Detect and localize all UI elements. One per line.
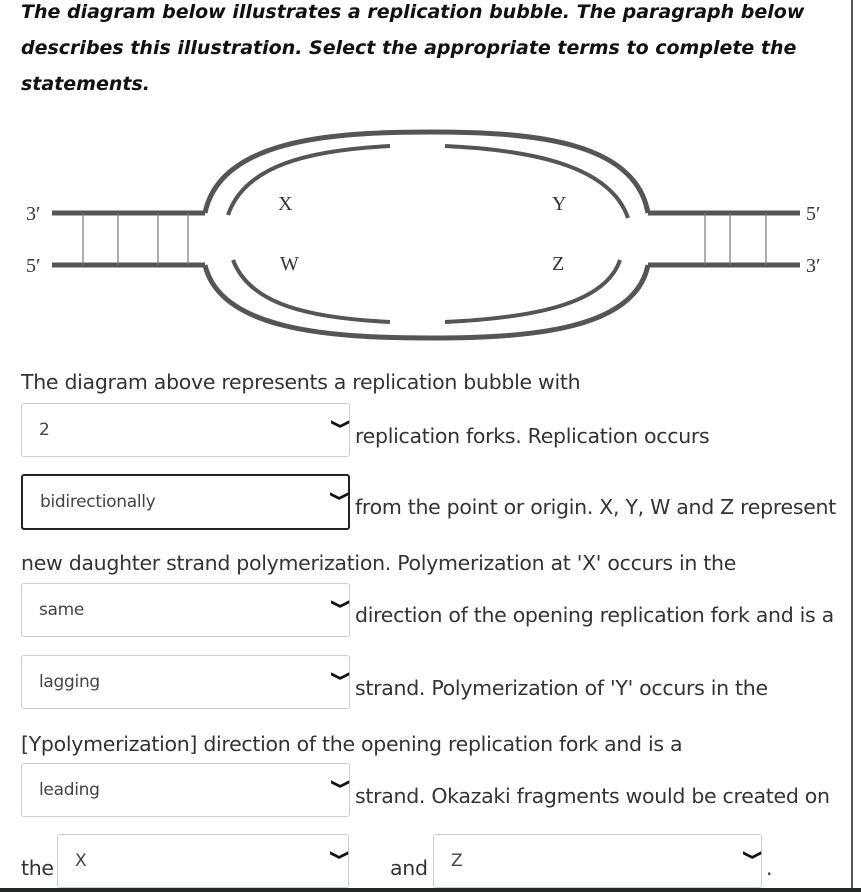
- label-w: W: [280, 253, 299, 275]
- paragraph-text: replication forks. Replication occurs: [355, 424, 710, 448]
- y-strand-select[interactable]: [21, 763, 350, 817]
- selected-value: same: [39, 600, 85, 620]
- paragraph-text: new daughter strand polymerization. Polymerization at 'X' occurs in the: [21, 551, 737, 575]
- fork-count-select[interactable]: [21, 403, 350, 457]
- bottom-bar: [0, 888, 861, 892]
- selected-value: 2: [39, 420, 50, 440]
- paragraph-text: [Ypolymerization] direction of the opening replication fork and is a: [21, 732, 683, 756]
- paragraph-text: strand. Okazaki fragments would be created on: [355, 784, 830, 808]
- paragraph-text: the: [21, 856, 54, 880]
- chevron-down-icon: ❯: [330, 598, 352, 610]
- paragraph-text: strand. Polymerization of 'Y' occurs in the: [355, 676, 768, 700]
- selected-value: Z: [451, 851, 463, 871]
- paragraph-text: direction of the opening replication fork and is a: [355, 603, 834, 627]
- chevron-down-icon: ❯: [330, 670, 352, 682]
- label-3prime-right-bottom: 3′: [806, 255, 821, 277]
- selected-value: lagging: [39, 672, 100, 692]
- paragraph-text: .: [766, 856, 773, 880]
- chevron-down-icon: ❯: [330, 418, 352, 430]
- selected-value: bidirectionally: [40, 492, 156, 512]
- x-strand-select[interactable]: [21, 655, 350, 709]
- label-x: X: [278, 193, 293, 215]
- okazaki-second-select[interactable]: [433, 834, 762, 888]
- label-5prime-right-top: 5′: [806, 203, 821, 225]
- selected-value: X: [75, 851, 87, 871]
- chevron-down-icon: ❯: [329, 490, 351, 502]
- label-y: Y: [552, 193, 567, 215]
- paragraph-text: and: [390, 856, 428, 880]
- okazaki-first-select[interactable]: [57, 834, 349, 888]
- divider: [851, 0, 853, 892]
- label-z: Z: [552, 253, 565, 275]
- chevron-down-icon: ❯: [329, 849, 351, 861]
- selected-value: leading: [39, 780, 100, 800]
- direction-select[interactable]: [21, 474, 350, 530]
- chevron-down-icon: ❯: [330, 778, 352, 790]
- chevron-down-icon: ❯: [742, 849, 764, 861]
- label-3prime-left-top: 3′: [26, 203, 41, 225]
- replication-bubble-diagram: [0, 120, 861, 350]
- x-direction-select[interactable]: [21, 583, 350, 637]
- question-title: The diagram below illustrates a replication bubble. The paragraph below describes this illustration. Select the appropriate terms to complete the statements.: [21, 1, 805, 95]
- paragraph-text: The diagram above represents a replication bubble with: [21, 370, 581, 394]
- paragraph-text: from the point or origin. X, Y, W and Z represent: [355, 495, 836, 519]
- label-5prime-left-bottom: 5′: [26, 255, 41, 277]
